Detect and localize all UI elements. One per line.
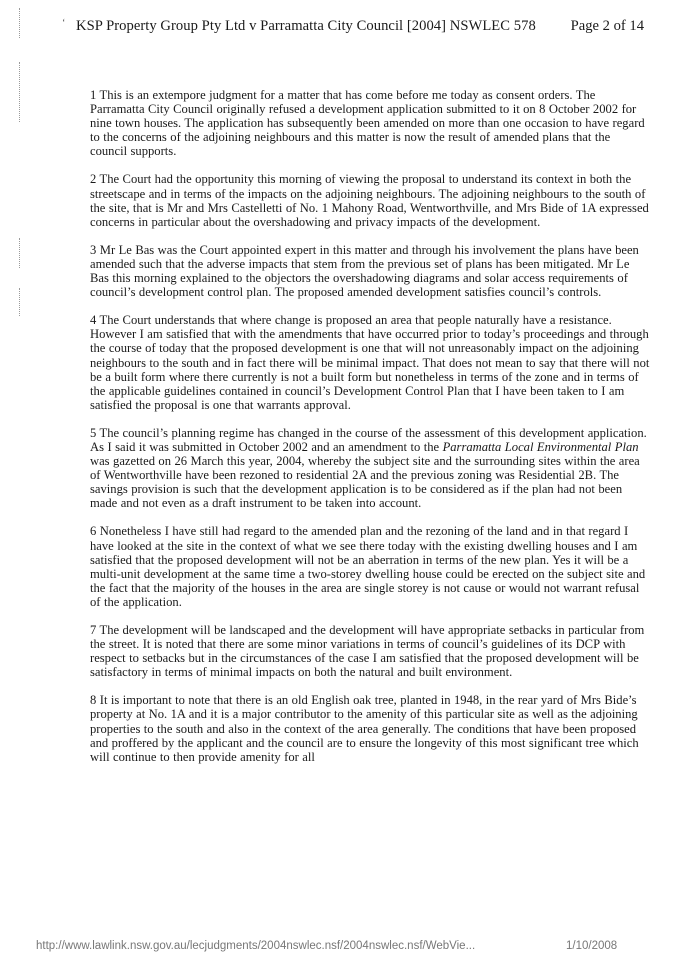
page-number: Page 2 of 14 xyxy=(570,18,644,34)
judgment-body xyxy=(90,88,650,778)
margin-scan-mark xyxy=(19,8,20,38)
paragraph-3: 3 Mr Le Bas was the Court appointed expert in this matter and through his involvement the plans have been amended such that the adverse impacts that stem from the previous set of plans has been mitigated. Mr Le Bas this morning explained to the objectors the overshadowing diagrams and solar access requirements of council’s development control plan. The proposed amended development satisfies council’s controls. xyxy=(90,242,639,300)
document-title: KSP Property Group Pty Ltd v Parramatta City Council [2004] NSWLEC 578 xyxy=(76,18,536,34)
print-date: 1/10/2008 xyxy=(566,940,618,952)
paragraph-8: 8 It is important to note that there is an old English oak tree, planted in 1948, in the rear yard of Mrs Bide’s property at No. 1A and it is a major contributor to the amenity of this particular site as well as the adjoining properties to the south and also in the context of the area generally. The conditions that have been proposed and proffered by the applicant and the council are to ensure the longevity of this most significant tree which will continue to then provide amenity for all xyxy=(90,693,639,764)
margin-scan-mark xyxy=(19,288,20,316)
paragraph-2: 2 The Court had the opportunity this morning of viewing the proposal to understand its context in both the streetscape and in terms of the impacts on the adjoining neighbours. The adjoining neighbours to the south of the site, that is Mr and Mrs Castelletti of No. 1 Mahony Road, Wentworthville, and Mrs Bide of 1A expressed concerns in particular about the overshadowing and privacy impacts of the development. xyxy=(90,172,649,229)
margin-scan-mark xyxy=(19,62,20,122)
paragraph-6: 6 Nonetheless I have still had regard to the amended plan and the rezoning of the land and in that regard I have looked at the site in the context of what we see there today with the existing dwelling houses and I am satisfied that the proposed development will not be an aberration in terms of the new plan. Yes it will be a multi-unit development at the same time a two-storey dwelling house could be erected on the subject site and the fact that the majority of the houses in the area are single storey is not cause or would not warrant refusal of the application. xyxy=(90,524,646,609)
page-footer xyxy=(36,940,666,960)
margin-scan-mark xyxy=(19,238,20,268)
paragraph-4: 4 The Court understands that where change is proposed an area that people naturally have a resistance. However I am satisfied that with the amendments that have occurred prior to today’s proceedings and through the course of today that the proposed development is one that will not unreasonably impact on the adjoining neighbours to the south and in fact there will be minimal impact. That does not mean to say that there will not be a built form where there currently is not a built form but nonetheless in terms of the zone and in terms of the applicable guidelines contained in council’s Development Control Plan that I have been taken to I am satisfied the proposal is one that warrants approval. xyxy=(90,313,650,412)
plan-name: Parramatta Local Environmental Plan xyxy=(442,439,639,454)
header-mark: ʻ xyxy=(62,18,66,29)
paragraph-7: 7 The development will be landscaped and the development will have appropriate setbacks in particular from the street. It is noted that there are some minor variations in terms of council’s guidelines of its DCP with respect to setbacks but in the circumstances of the case I am satisfied that the proposed development will be satisfactory in terms of minimal impacts on both the natural and built environment. xyxy=(90,623,645,680)
source-url[interactable]: http://www.lawlink.nsw.gov.au/lecjudgments/2004nswlec.nsf/2004nswlec.nsf/WebVie... xyxy=(36,940,476,952)
paragraph-5: 5 The council’s planning regime has changed in the course of the assessment of this development application. As I said it was submitted in October 2002 and an amendment to the Parramatta Local Environmental Plan was gazetted on 26 March this year, 2004, whereby the subject site and the surrounding sites within the area of Wentworthville have been rezoned to residential 2A and the previous zoning was Residential 2B. The savings provision is such that the development application is to be considered as if the plan had not been made and not even as a draft instrument to be taken into account. xyxy=(90,425,647,511)
page-header xyxy=(0,0,676,40)
paragraph-1: 1 This is an extempore judgment for a matter that has come before me today as consent orders. The Parramatta City Council originally refused a development application submitted to it on 8 October 2002 for nine town houses. The application has subsequently been amended on more than one occasion to have regard to the concerns of the adjoining neighbours and this matter is now the result of amended plans that the council supports. xyxy=(90,88,645,159)
